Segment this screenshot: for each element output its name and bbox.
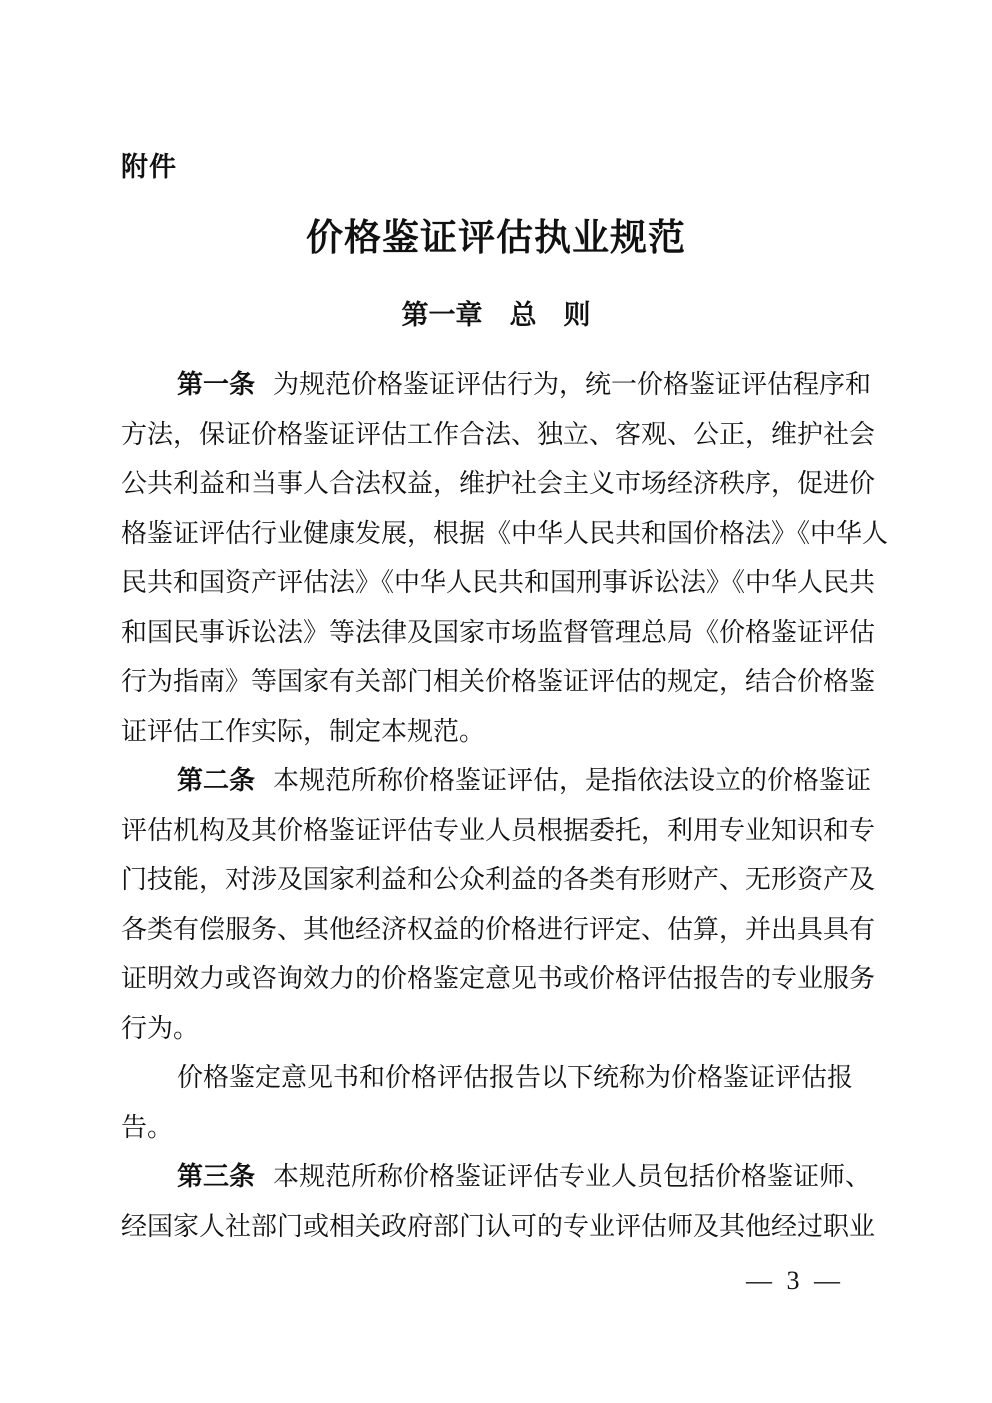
body-line: 和国民事诉讼法》等法律及国家市场监督管理总局《价格鉴证评估 [121, 617, 876, 647]
body-line: 价格鉴定意见书和价格评估报告以下统称为价格鉴证评估报 [177, 1063, 854, 1092]
body-line: 告。 [121, 1112, 174, 1142]
page-footer [746, 1264, 844, 1298]
attachment-label: 附件 [121, 152, 177, 182]
body-line-text: 本规范所称价格鉴证评估专业人员包括价格鉴证师、 [273, 1162, 872, 1191]
body-line: 证评估工作实际，制定本规范。 [121, 716, 486, 746]
body-line: 行为指南》等国家有关部门相关价格鉴证评估的规定，结合价格鉴 [121, 667, 876, 696]
document-body [121, 360, 911, 1251]
body-line: 证明效力或咨询效力的价格鉴定意见书或价格评估报告的专业服务 [121, 964, 876, 993]
body-line: 公共利益和当事人合法权益，维护社会主义市场经济秩序，促进价 [121, 469, 876, 498]
body-line: 行为。 [121, 1013, 200, 1043]
body-line [121, 756, 911, 806]
document-title: 价格鉴证评估执业规范 [306, 218, 686, 259]
body-line: 门技能，对涉及国家利益和公众利益的各类有形财产、无形资产及 [121, 865, 876, 894]
body-line: 民共和国资产评估法》《中华人民共和国刑事诉讼法》《中华人民共 [121, 568, 876, 597]
body-line: 评估机构及其价格鉴证评估专业人员根据委托，利用专业知识和专 [121, 815, 876, 845]
chapter-heading: 第一章 总 则 [401, 300, 591, 330]
body-line-text: 为规范价格鉴证评估行为，统一价格鉴证评估程序和 [273, 370, 872, 399]
article-label: 第三条 [177, 1161, 256, 1191]
body-line: 格鉴证评估行业健康发展，根据《中华人民共和国价格法》《中华人 [121, 518, 889, 548]
article-label: 第二条 [177, 765, 256, 795]
body-line: 各类有偿服务、其他经济权益的价格进行评定、估算，并出具具有 [121, 914, 876, 944]
body-line: 经国家人社部门或相关政府部门认可的专业评估师及其他经过职业 [121, 1211, 876, 1241]
body-line: 方法，保证价格鉴证评估工作合法、独立、客观、公正，维护社会 [121, 419, 876, 449]
body-line [121, 360, 911, 410]
page-number: — 3 — [746, 1266, 844, 1295]
body-line-text: 本规范所称价格鉴证评估，是指依法设立的价格鉴证 [273, 766, 872, 795]
body-line [121, 1152, 911, 1202]
article-label: 第一条 [177, 369, 256, 399]
